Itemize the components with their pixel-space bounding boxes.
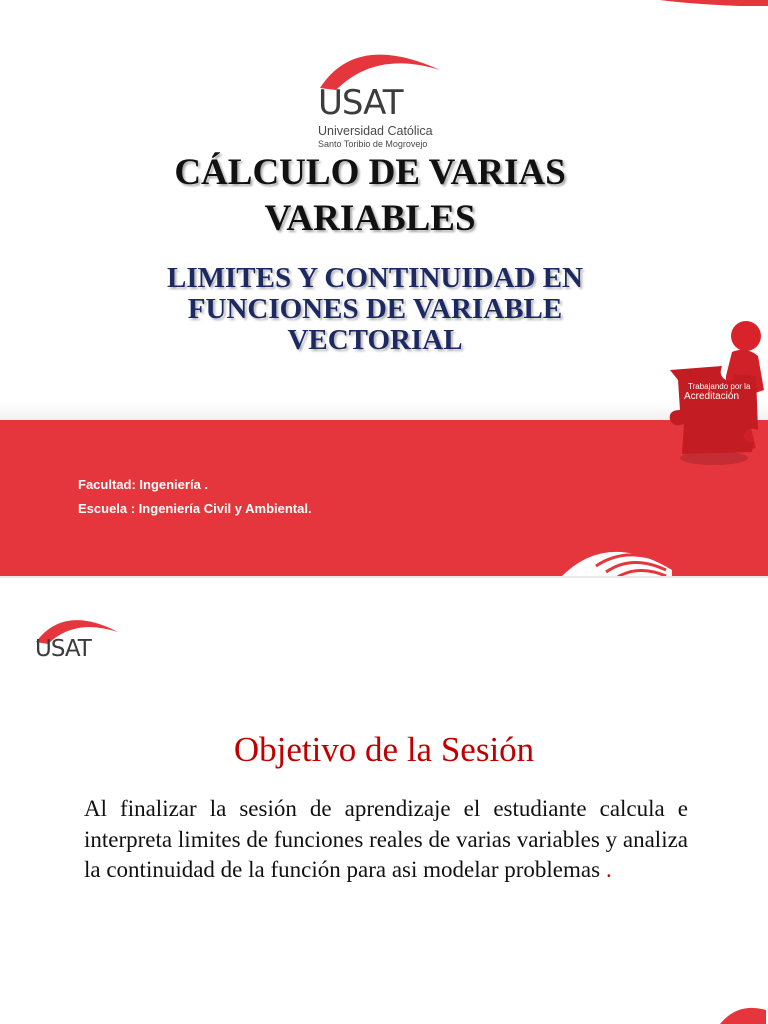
usat-logo-small — [34, 610, 124, 670]
objective-slide — [0, 578, 768, 1024]
objective-trailing-mark: . — [606, 857, 612, 882]
slide-subtitle: LIMITES Y CONTINUIDAD EN FUNCIONES DE VARIABLE VECTORIAL — [167, 262, 583, 356]
objective-body — [84, 794, 688, 886]
slide-title: CÁLCULO DE VARIAS VARIABLES — [174, 152, 566, 239]
decorative-arc-icon — [716, 1002, 768, 1024]
corner-arcs-icon — [620, 0, 768, 10]
logo-wordmark: USAT — [318, 83, 403, 123]
logo-university-subname: Santo Toribio de Mogrovejo — [318, 139, 428, 149]
decorative-arcs-icon — [556, 536, 676, 578]
logo-wordmark: USAT — [35, 636, 91, 662]
badge-line2: Acreditación — [684, 391, 740, 402]
usat-logo — [310, 40, 450, 155]
objective-heading: Objetivo de la Sesión — [233, 730, 535, 769]
school-text: Escuela : Ingeniería Civil y Ambiental. — [78, 501, 312, 516]
faculty-text: Facultad: Ingeniería . — [78, 477, 209, 492]
badge-line1: Trabajando por la — [688, 382, 751, 391]
logo-university-name: Universidad Católica — [318, 124, 433, 138]
objective-text: Al finalizar la sesión de aprendizaje el estudiante calcula e interpreta limites de funciones reales de varias variables y analiza la continuidad de la función para asi modelar problemas — [84, 796, 688, 882]
